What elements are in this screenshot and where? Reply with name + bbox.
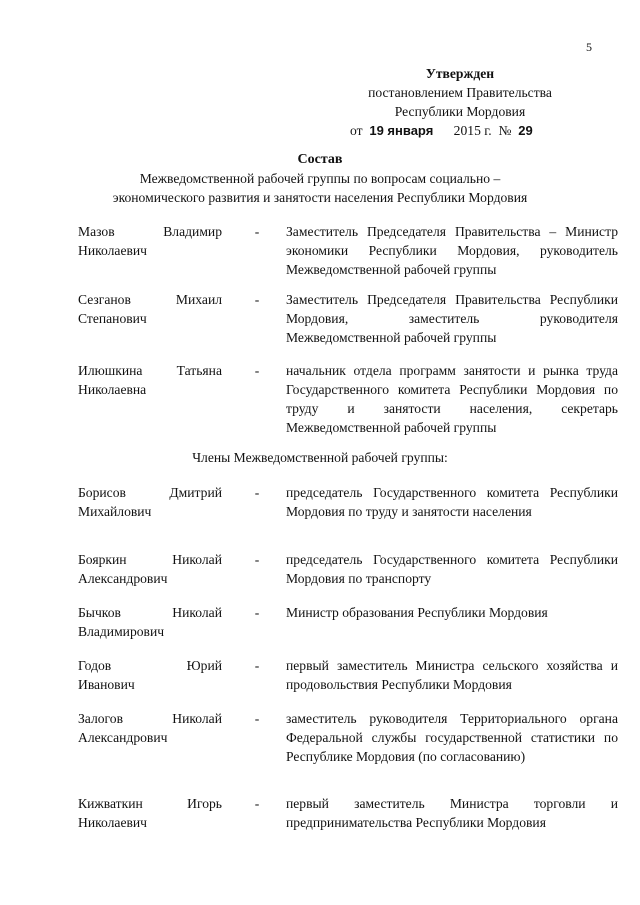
dash: -: [254, 485, 260, 500]
approval-title: Утвержден: [425, 66, 495, 81]
person-name: [78, 483, 222, 521]
approval-line-1: постановлением Правительства: [368, 85, 552, 100]
heading-title: Состав: [297, 152, 343, 167]
name-line-2: Степанович: [78, 311, 147, 326]
number-prefix: №: [498, 123, 512, 138]
person-name: [78, 656, 222, 694]
person-position: председатель Государственного комитета Республики Мордовия по труду и занятости населения: [286, 485, 618, 519]
name-line-2: Александрович: [78, 730, 168, 745]
person-position: первый заместитель Министра сельского хозяйства и продовольствия Республики Мордовия: [286, 658, 618, 692]
page-number: 5: [586, 40, 592, 54]
name-line-2: Николаевич: [78, 243, 148, 258]
dash: -: [254, 711, 260, 726]
name-line-1: Борисов Дмитрий: [78, 485, 222, 500]
name-line-1: Залогов Николай: [78, 711, 222, 726]
name-line-2: Николаевич: [78, 815, 148, 830]
dash: -: [254, 292, 260, 307]
name-line-2: Иванович: [78, 677, 135, 692]
person-name: [78, 222, 222, 260]
members-title: Члены Межведомственной рабочей группы:: [192, 450, 448, 465]
name-line-1: Мазов Владимир: [78, 224, 222, 239]
person-name: [78, 361, 222, 399]
approval-date-line: [330, 121, 590, 140]
heading-line-2: экономического развития и занятости населения Республики Мордовия: [112, 190, 528, 205]
heading-line-1: Межведомственной рабочей группы по вопросам социально –: [139, 171, 501, 186]
person-position: заместитель руководителя Территориального органа Федеральной службы государственной статистики по Республике Мордовия (по согласованию): [286, 711, 618, 764]
date-prefix: от: [350, 123, 363, 138]
dash: -: [254, 363, 260, 378]
dash: -: [254, 224, 260, 239]
approval-line-2: Республики Мордовия: [394, 104, 526, 119]
person-position: Заместитель Председателя Правительства Республики Мордовия, заместитель руководителя Межведомственной рабочей группы: [286, 292, 618, 345]
person-position: Заместитель Председателя Правительства – Министр экономики Республики Мордовия, руководитель Межведомственной рабочей группы: [286, 224, 618, 277]
composition-heading: [60, 150, 580, 207]
name-line-1: Бояркин Николай: [78, 552, 222, 567]
number-handwritten: 29: [518, 123, 533, 138]
dash: -: [254, 658, 260, 673]
person-position: председатель Государственного комитета Республики Мордовия по транспорту: [286, 552, 618, 586]
person-position: начальник отдела программ занятости и рынка труда Государственного комитета Республики Мордовия по труду и занятости населения, секретарь Межведомственной рабочей группы: [286, 363, 618, 435]
person-position: Министр образования Республики Мордовия: [286, 605, 548, 620]
name-line-2: Михайлович: [78, 504, 152, 519]
name-line-1: Годов Юрий: [78, 658, 222, 673]
name-line-2: Владимирович: [78, 624, 165, 639]
dash: -: [254, 605, 260, 620]
approval-block: [330, 64, 590, 140]
dash: -: [254, 552, 260, 567]
name-line-1: Бычков Николай: [78, 605, 222, 620]
person-position: первый заместитель Министра торговли и предпринимательства Республики Мордовия: [286, 796, 618, 830]
person-name: [78, 603, 222, 641]
person-name: [78, 794, 222, 832]
date-year: 2015 г.: [453, 123, 492, 138]
date-handwritten: 19 января: [369, 123, 434, 138]
dash: -: [254, 796, 260, 811]
name-line-2: Александрович: [78, 571, 168, 586]
person-name: [78, 709, 222, 747]
person-name: [78, 550, 222, 588]
name-line-2: Николаевна: [78, 382, 147, 397]
person-name: [78, 290, 222, 328]
name-line-1: Кижваткин Игорь: [78, 796, 222, 811]
name-line-1: Сезганов Михаил: [78, 292, 222, 307]
name-line-1: Илюшкина Татьяна: [78, 363, 222, 378]
